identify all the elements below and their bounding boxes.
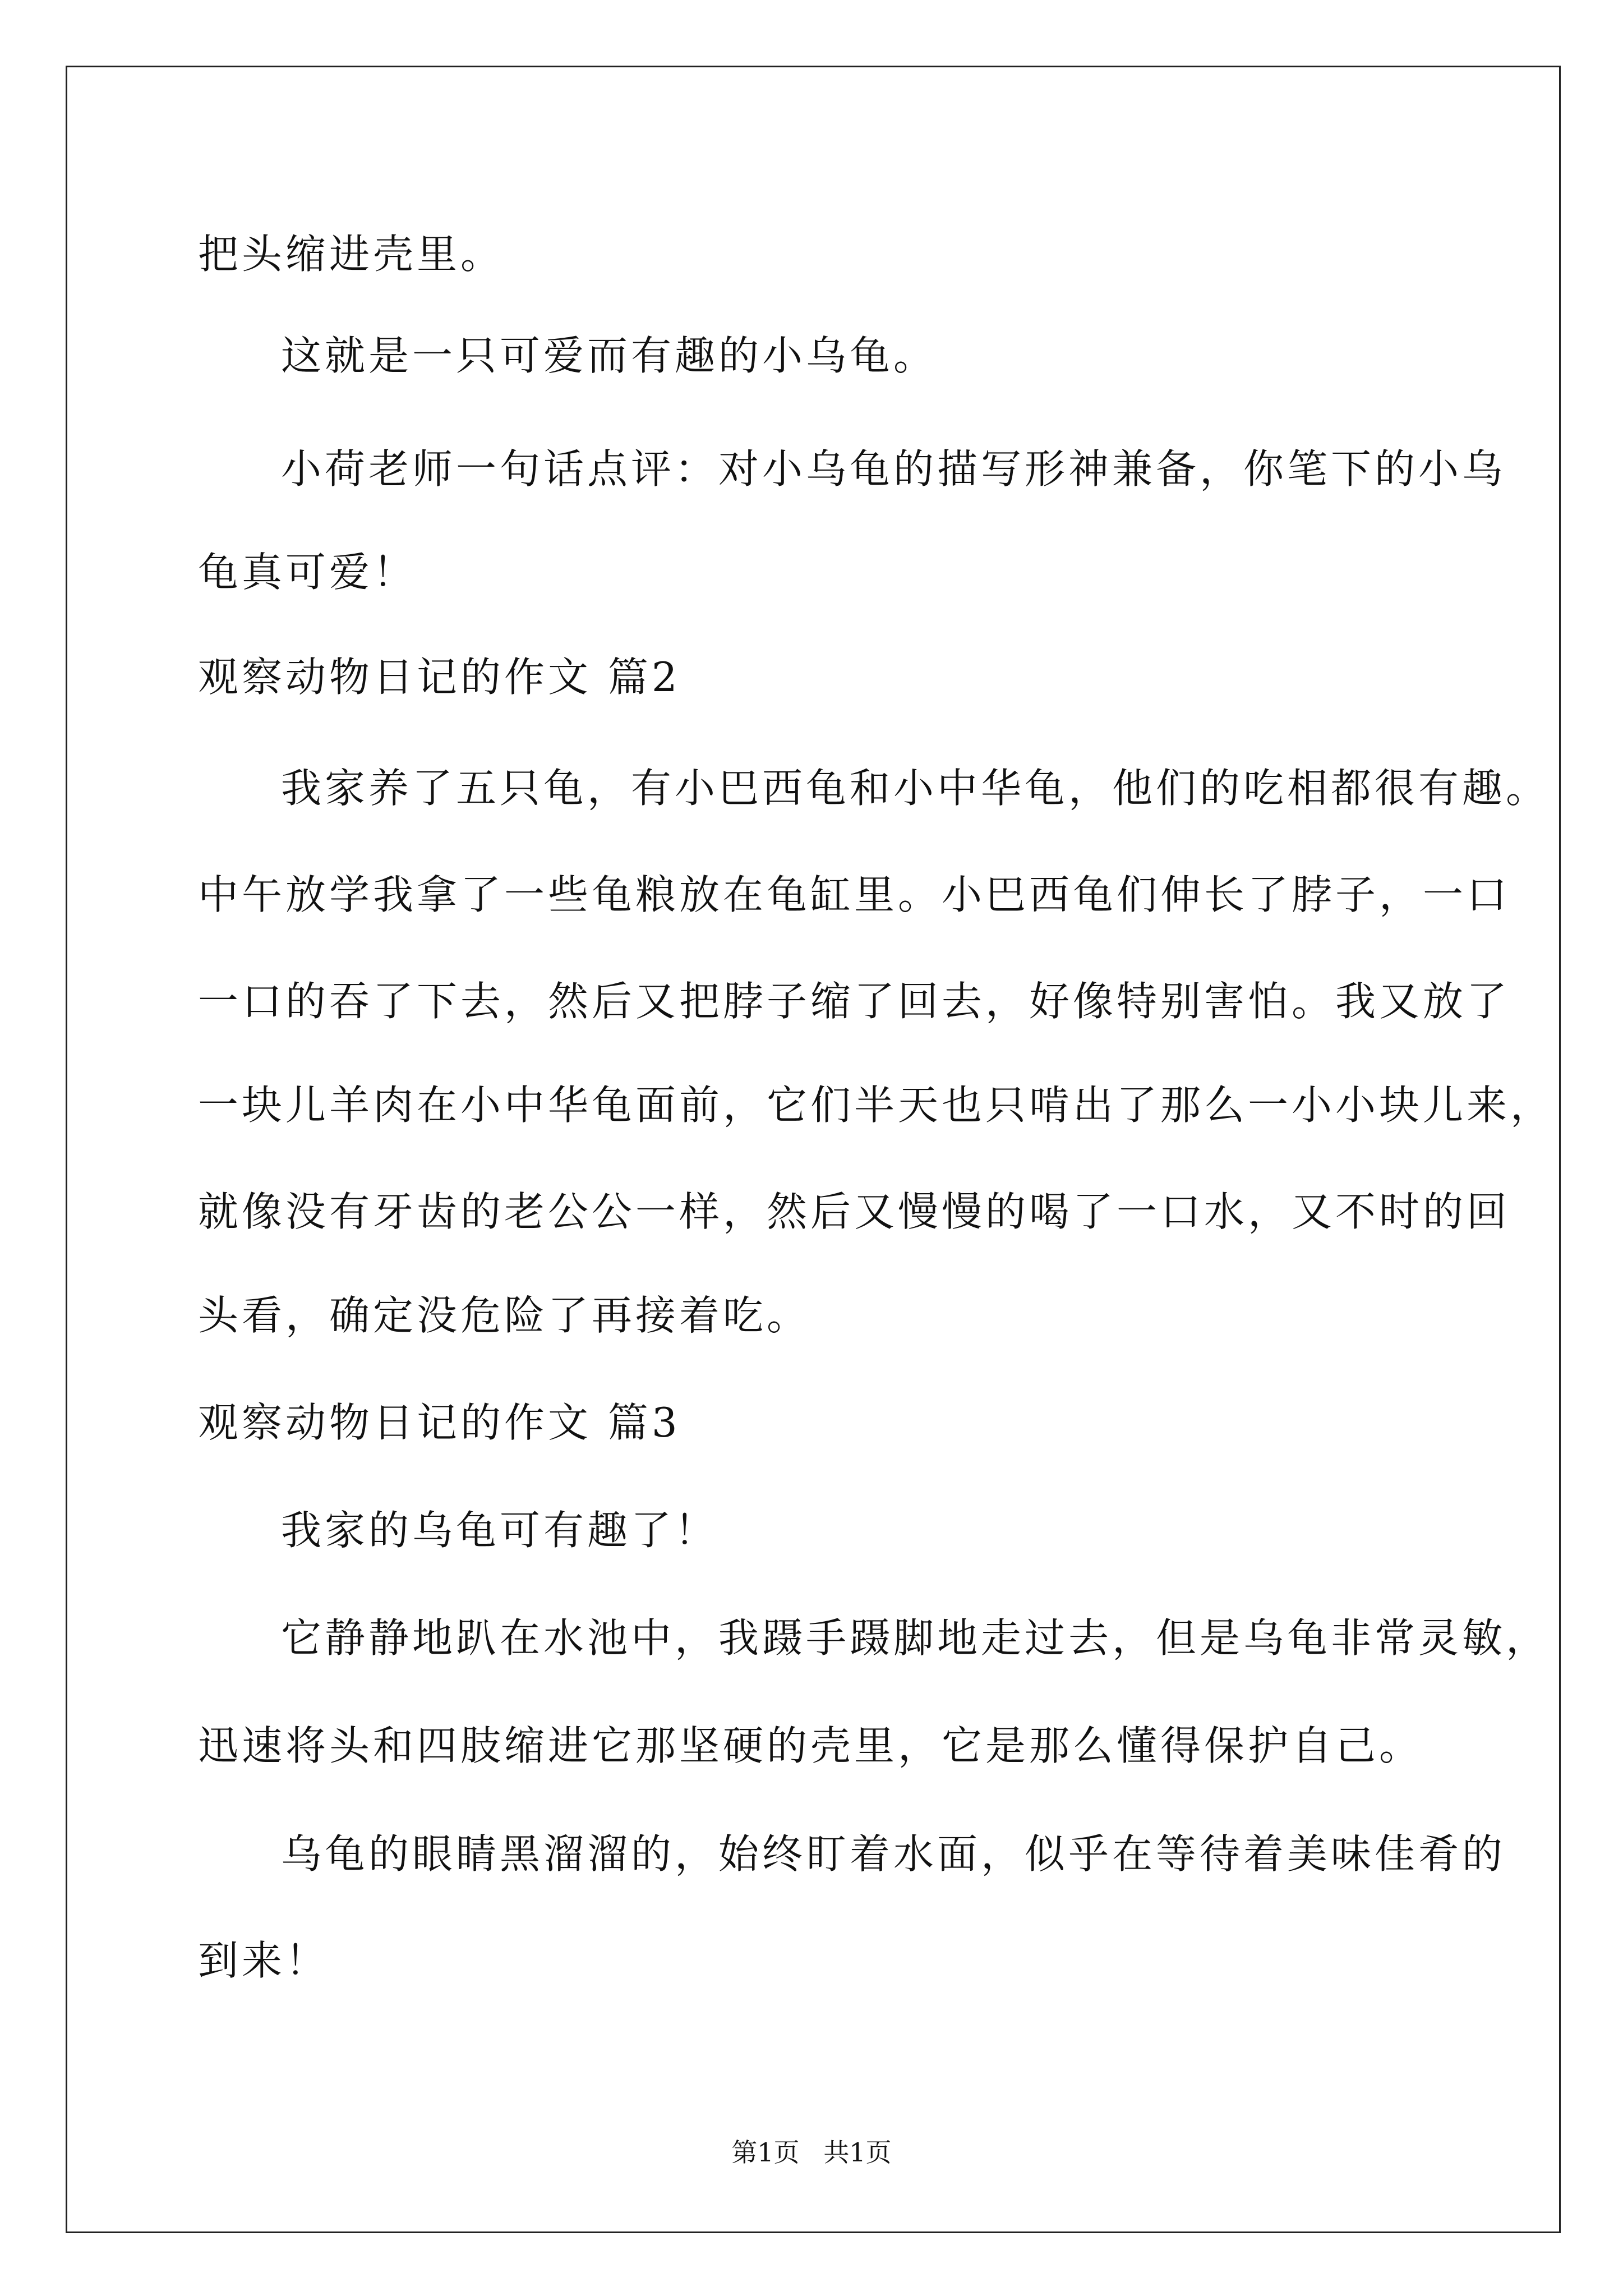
text-line: 一口的吞了下去，然后又把脖子缩了回去，好像特别害怕。我又放了 xyxy=(198,978,1511,1025)
page-footer xyxy=(0,2137,1623,2168)
page-border xyxy=(66,66,1561,2233)
text-line: 就像没有牙齿的老公公一样，然后又慢慢的喝了一口水，又不时的回 xyxy=(198,1188,1511,1235)
text-line: 一块儿羊肉在小中华龟面前，它们半天也只啃出了那么一小小块儿来， xyxy=(198,1082,1555,1129)
section-heading: 观察动物日记的作文 篇3 xyxy=(198,1399,681,1446)
page-number-total: 共1页 xyxy=(823,2137,892,2168)
text-line: 乌龟的眼睛黑溜溜的，始终盯着水面，似乎在等待着美味佳肴的 xyxy=(281,1830,1506,1878)
text-line: 到来！ xyxy=(198,1937,330,1984)
text-line: 我家的乌龟可有趣了！ xyxy=(281,1507,719,1554)
text-line: 这就是一只可爱而有趣的小乌龟。 xyxy=(281,332,938,379)
text-line: 头看，确定没危险了再接着吃。 xyxy=(198,1292,811,1339)
text-line: 它静静地趴在水池中，我蹑手蹑脚地走过去，但是乌龟非常灵敏， xyxy=(281,1614,1550,1662)
page-number-current: 第1页 xyxy=(731,2137,800,2168)
text-line: 把头缩进壳里。 xyxy=(198,231,505,278)
text-line: 中午放学我拿了一些龟粮放在龟缸里。小巴西龟们伸长了脖子，一口 xyxy=(198,871,1511,918)
text-line: 迅速将头和四肢缩进它那坚硬的壳里，它是那么懂得保护自己。 xyxy=(198,1722,1423,1769)
text-line: 我家养了五只龟，有小巴西龟和小中华龟，他们的吃相都很有趣。 xyxy=(281,765,1550,812)
text-line: 小荷老师一句话点评：对小乌龟的描写形神兼备，你笔下的小乌 xyxy=(281,445,1506,493)
text-line: 龟真可爱！ xyxy=(198,549,417,596)
section-heading: 观察动物日记的作文 篇2 xyxy=(198,654,681,701)
